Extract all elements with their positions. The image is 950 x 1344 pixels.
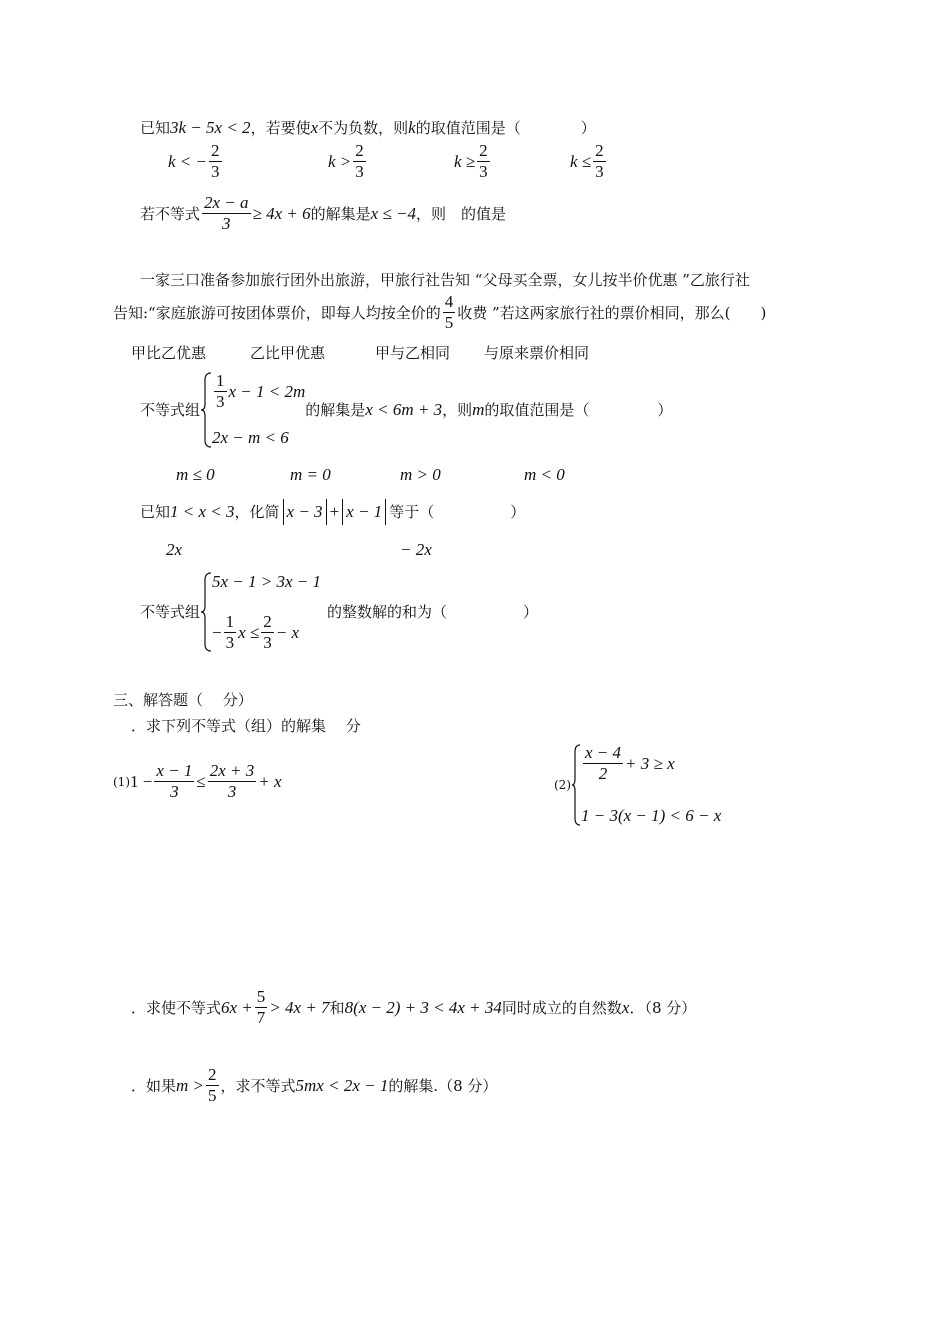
q8-stem: ．求使不等式 6x + $\frac{5}{7}$ > 4x + 7 和 8(x − 2) + 3 < 4x + 34 同时成立的自然数 x ．（8 分） (131, 987, 697, 1027)
q1-option-c: k ≥ $\frac{2}{3}$ (454, 141, 488, 181)
q1-option-b: k > $\frac{2}{3}$ (328, 141, 364, 181)
q3-option-d: 与原来票价相同 (484, 344, 590, 362)
q3-option-c: 甲与乙相同 (375, 344, 451, 362)
q4-option-c: m > 0 (400, 465, 441, 484)
q5-option-d: − 2x (400, 540, 432, 559)
q4-option-d: m < 0 (524, 465, 565, 484)
left-brace-icon (200, 372, 212, 448)
q1-stem: 已知3k − 5x < 2，若要使x不为负数，则k的取值范围是（ ） (140, 118, 596, 137)
q1-option-d: k ≤ $\frac{2}{3}$ (570, 141, 604, 181)
q2-stem: 若不等式 $\frac{2x - a}{3}$ ≥ 4x + 6 的解集是 x ≤ −4 ，则 的值是 (140, 193, 507, 233)
q4-option-a: m ≤ 0 (176, 465, 215, 484)
q3-option-a: 甲比乙优惠 (131, 344, 207, 362)
section3-title: 三、解答题（ 分） (113, 691, 253, 709)
q3-line2: 告知:“家庭旅游可按团体票价，即每人均按全价的 $\frac{4}{5}$ 收费 ”若这两家旅行社的票价相同，那么( ) (113, 292, 767, 332)
left-brace-icon (571, 744, 581, 826)
problem1: (1) 1 − $\frac{x - 1}{3}$ ≤ $\frac{2x + 3}{3}$ + x (113, 761, 282, 801)
q4-option-b: m = 0 (290, 465, 331, 484)
q9-stem: ．如果 m > $\frac{2}{5}$ ，求不等式 5mx < 2x − 1 的解集.（8 分） (131, 1065, 498, 1105)
section3-subtitle: ．求下列不等式（组）的解集 分 (131, 717, 361, 735)
q6-stem: 不等式组 5x − 1 > 3x − 1 − $\frac{1}{3}$ x ≤ $\frac{2}{3}$ − x 的整数解的和为（ ） (140, 572, 539, 652)
q1-option-a: k < − $\frac{2}{3}$ (168, 141, 220, 181)
q6-system: 5x − 1 > 3x − 1 − $\frac{1}{3}$ x ≤ $\frac{2}{3}$ − x (200, 572, 321, 652)
q5-option-a: 2x (166, 540, 183, 559)
q4-stem: 不等式组 $\frac{1}{3}$ x − 1 < 2m 2x − m < 6 的解集是 x < 6m + 3 ，则 m 的取值范围是（ ） (140, 371, 673, 447)
q3-option-b: 乙比甲优惠 (250, 344, 326, 362)
q1-condition: 3k − 5x < 2 (170, 118, 251, 137)
q4-system: $\frac{1}{3}$ x − 1 < 2m 2x − m < 6 (200, 372, 305, 448)
q5-stem: 已知 1 < x < 3 ，化简 x − 3 + x − 1 等于（ ） (140, 499, 525, 525)
left-brace-icon (200, 572, 212, 652)
problem2: (2) $\frac{x - 4}{2}$ + 3 ≥ x 1 − 3(x − 1) < 6 − x (554, 743, 722, 825)
q3-line1: 一家三口准备参加旅行团外出旅游，甲旅行社告知 “父母买全票，女儿按半价优惠 ”乙旅行社 (140, 271, 750, 289)
